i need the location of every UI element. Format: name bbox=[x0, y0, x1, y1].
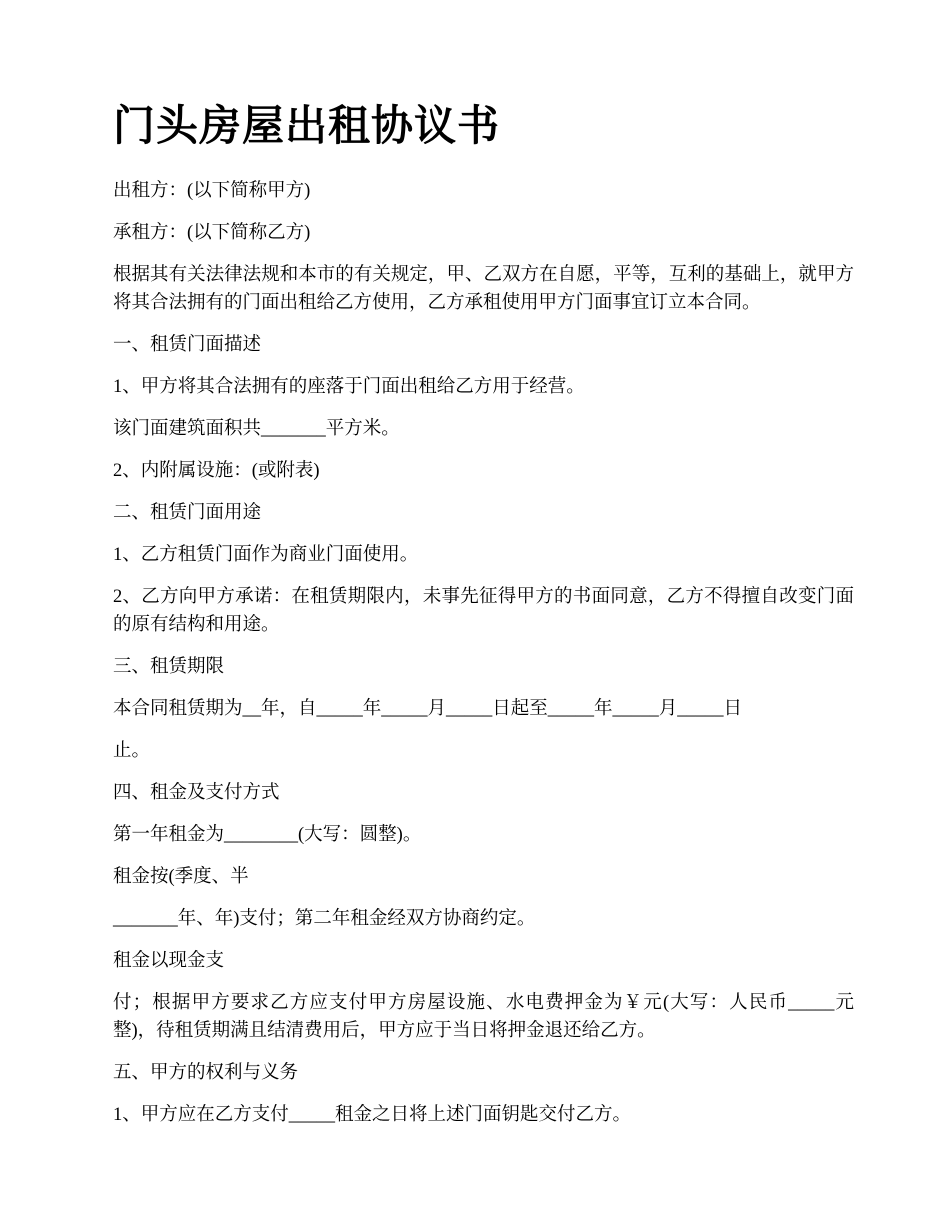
section-3-heading: 三、租赁期限 bbox=[113, 657, 225, 677]
paragraph-lessee: 承租方：(以下简称乙方) bbox=[113, 223, 311, 243]
paragraph-lessor: 出租方：(以下简称甲方) bbox=[113, 181, 311, 201]
section-2-heading: 二、租赁门面用途 bbox=[113, 503, 262, 523]
paragraph-preamble: 根据其有关法律法规和本市的有关规定，甲、乙双方在自愿，平等，互利的基础上，就甲方将其合法拥有的门面出租给乙方使用，乙方承租使用甲方门面事宜订立本合同。 bbox=[113, 265, 854, 313]
document-title: 门头房屋出租协议书 bbox=[113, 104, 501, 150]
paragraph-section4-payment-b: _______年、年)支付；第二年租金经双方协商约定。 bbox=[113, 909, 536, 929]
paragraph-section1-item2: 2、内附属设施：(或附表) bbox=[113, 461, 320, 481]
paragraph-section1-item1: 1、甲方将其合法拥有的座落于门面出租给乙方用于经营。 bbox=[113, 377, 585, 397]
section-1-heading: 一、租赁门面描述 bbox=[113, 335, 262, 355]
paragraph-section2-item2: 2、乙方向甲方承诺：在租赁期限内，未事先征得甲方的书面同意，乙方不得擅自改变门面的原有结构和用途。 bbox=[113, 587, 854, 635]
paragraph-section4-rent: 第一年租金为________(大写：圆整)。 bbox=[113, 825, 422, 845]
paragraph-section1-area: 该门面建筑面积共_______平方米。 bbox=[113, 419, 400, 439]
section-5-heading: 五、甲方的权利与义务 bbox=[113, 1063, 299, 1083]
paragraph-section4-cash-a: 租金以现金支 bbox=[113, 951, 225, 971]
paragraph-section4-cash-b: 付；根据甲方要求乙方应支付甲方房屋设施、水电费押金为￥元(大写：人民币_____元整)，待租赁期满且结清费用后，甲方应于当日将押金退还给乙方。 bbox=[113, 993, 854, 1041]
paragraph-section2-item1: 1、乙方租赁门面作为商业门面使用。 bbox=[113, 545, 419, 565]
paragraph-section3-term: 本合同租赁期为__年，自_____年_____月_____日起至_____年_____月_____日 bbox=[113, 699, 743, 719]
paragraph-section4-payment-a: 租金按(季度、半 bbox=[113, 867, 249, 887]
paragraph-section5-item1: 1、甲方应在乙方支付_____租金之日将上述门面钥匙交付乙方。 bbox=[113, 1105, 632, 1125]
paragraph-section3-term-end: 止。 bbox=[113, 741, 151, 761]
section-4-heading: 四、租金及支付方式 bbox=[113, 783, 280, 803]
